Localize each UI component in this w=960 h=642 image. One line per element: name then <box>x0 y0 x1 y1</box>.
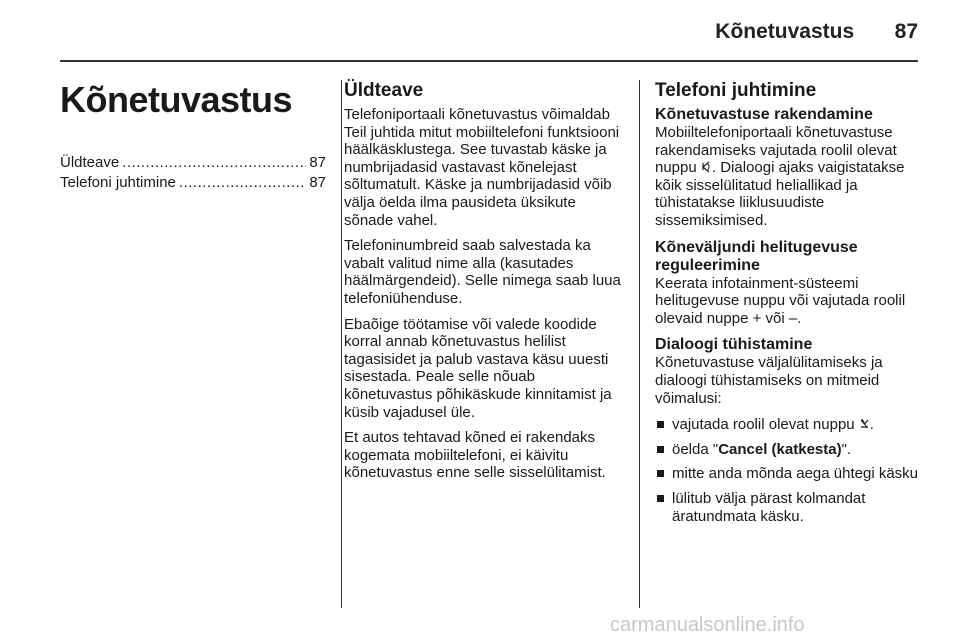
chapter-title: Kõnetuvastus <box>60 79 293 120</box>
toc-entry-telefoni-juhtimine[interactable] <box>60 173 326 193</box>
command-text: Cancel (katkesta) <box>718 440 842 458</box>
toc-entry-page: 87 <box>309 174 326 191</box>
list-item <box>655 465 925 483</box>
paragraph-activation <box>655 124 925 230</box>
text: öelda " <box>672 440 719 458</box>
list-item <box>655 441 925 459</box>
column-divider-1 <box>341 80 342 608</box>
toc-entry-label: Telefoni juhtimine <box>60 174 176 191</box>
header-page-number: 87 <box>894 20 918 43</box>
paragraph: Telefoniportaali kõnetuvastus võimaldab Teil juhtida mitut mobiiltelefoni funktsiooni häälkäsklustega. See tuvastab käske ja numbrijadasid vastavast kõnelejast sõltumatult. Käske ja numbrijadasid võib välja öelda ilma pausideta üksikute sõnade vahel. <box>344 106 620 229</box>
toc-leader <box>122 153 306 173</box>
bullet-square <box>657 421 664 428</box>
toc-entry-uldteave[interactable] <box>60 153 326 173</box>
watermark: carmanualsonline.info <box>610 614 805 636</box>
page-header <box>60 20 918 44</box>
subsection-title-activation: Kõnetuvastuse rakendamine <box>655 106 873 123</box>
text: mitte anda mõnda aega ühtegi käsku <box>672 465 918 483</box>
toc-leader <box>179 173 306 193</box>
section-title-telefoni-juhtimine: Telefoni juhtimine <box>655 80 817 101</box>
hang-up-icon <box>859 417 870 430</box>
list-item <box>655 416 925 434</box>
bullet-square <box>657 446 664 453</box>
paragraph: Et autos tehtavad kõned ei rakendaks kogemata mobiiltelefoni, ei käivitu kõnetuvastus enne selle sisselülitamist. <box>344 429 606 482</box>
text: . Dialoogi ajaks vaigistatakse kõik sisselülitatud heliallikad ja tühistatakse liiklusuudiste sissemiksimised. <box>655 159 905 229</box>
paragraph: Telefoninumbreid saab salvestada ka vabalt valitud nime alla (kasutades häälmärgendeid). Selle nimega saab luua telefoniühenduse. <box>344 237 621 307</box>
text: vajutada roolil olevat nuppu <box>672 416 859 434</box>
subsection-title-cancel-dialog: Dialoogi tühistamine <box>655 336 813 354</box>
general-info-column <box>344 80 626 490</box>
toc-entry-page: 87 <box>309 154 326 171</box>
subsection-title-volume: Kõneväljundi helitugevuse reguleerimine <box>655 238 858 274</box>
header-rule <box>60 60 918 62</box>
text: lülitub välja pärast kolmandat äratundmata käsku. <box>672 489 866 525</box>
paragraph-cancel-intro: Kõnetuvastuse väljalülitamiseks ja dialoogi tühistamiseks on mitmeid võimalusi: <box>655 354 883 407</box>
phone-control-column <box>655 80 925 532</box>
toc-entry-label: Üldteave <box>60 154 120 171</box>
text: Mobiiltelefoniportaali kõnetuvastuse rakendamiseks vajutada roolil olevat nuppu <box>655 124 897 177</box>
text: ". <box>841 440 852 458</box>
voice-command-icon <box>701 160 712 173</box>
paragraph-volume: Keerata infotainment-süsteemi helitugevuse nuppu või vajutada roolil olevaid nuppe + või –. <box>655 274 906 327</box>
section-title-uldteave: Üldteave <box>344 80 424 101</box>
cancel-options-list <box>655 416 925 525</box>
text: . <box>869 416 874 434</box>
chapter-column <box>60 80 326 193</box>
list-item <box>655 490 925 525</box>
header-title: Kõnetuvastus <box>715 20 855 43</box>
paragraph: Ebaõige töötamise või valede koodide korral annab kõnetuvastus helilist tagasisidet ja palub vastava käsu uuesti sisestada. Peale selle nõuab kõnetuvastus põhikäskude kinnitamist ja küsib vajadusel üle. <box>344 315 612 421</box>
bullet-square <box>657 470 664 477</box>
table-of-contents <box>60 153 326 193</box>
bullet-square <box>657 495 664 502</box>
column-divider-2 <box>639 80 640 608</box>
